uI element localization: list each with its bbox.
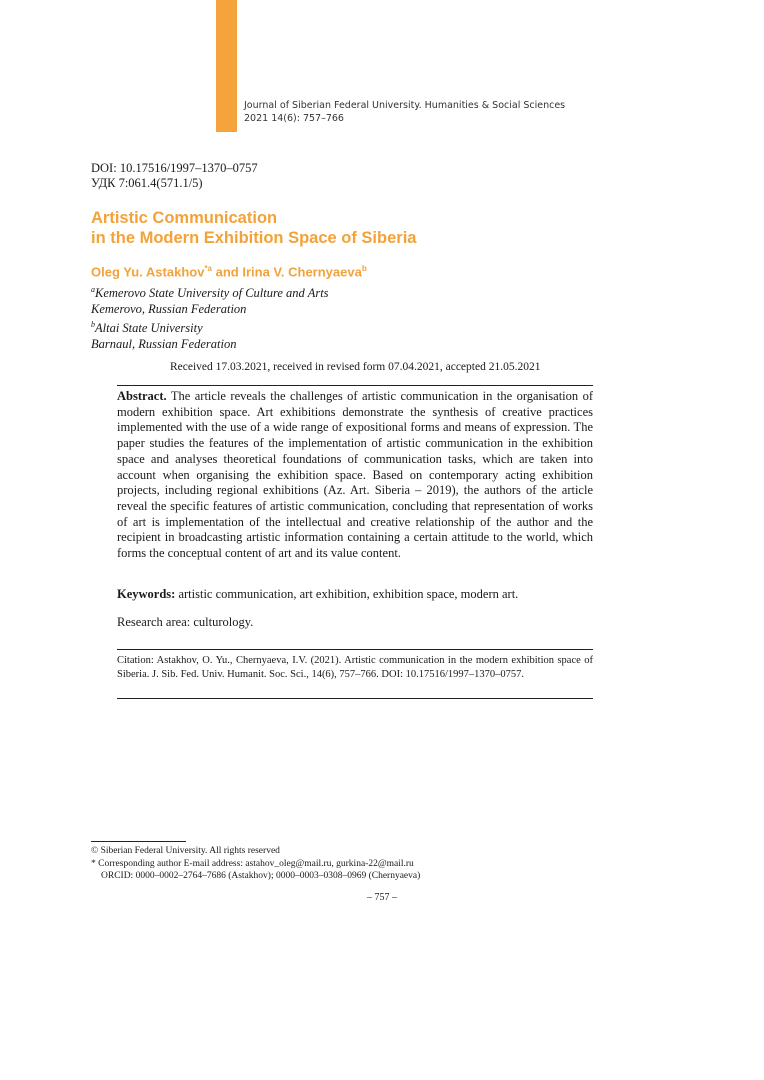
citation-top-rule: [117, 649, 593, 650]
authors: [91, 264, 367, 279]
citation: Citation: Astakhov, O. Yu., Chernyaeva, I.V. (2021). Artistic communication in the modern exhibition space of Siberia. J. Sib. Fed. Univ. Humanit. Soc. Sci., 14(6), 757–766. DOI: 10.17516/1997–1370–0757.: [117, 655, 593, 680]
journal-name: Journal of Siberian Federal University. Humanities & Social Sciences: [244, 100, 566, 111]
udk: УДК 7:061.4(571.1/5): [91, 176, 203, 190]
abstract: [117, 389, 593, 562]
doi[interactable]: DOI: 10.17516/1997–1370–0757: [91, 161, 258, 175]
page-number: – 757 –: [367, 892, 397, 903]
keywords-text: artistic communication, art exhibition, exhibition space, modern art.: [175, 587, 519, 601]
keywords-label: Keywords:: [117, 587, 176, 601]
research-area: Research area: culturology.: [117, 615, 254, 629]
footnote-rule: [91, 841, 186, 842]
corresponding-author: * Corresponding author E-mail address: astahov_oleg@mail.ru, gurkina-22@mail.ru: [91, 858, 414, 869]
footnotes: [91, 845, 420, 883]
citation-bottom-rule: [117, 698, 593, 699]
author-1: Oleg Yu. Astakhov: [91, 264, 205, 280]
abstract-label: Abstract.: [117, 389, 167, 403]
affil-a-city: Kemerovo, Russian Federation: [91, 302, 247, 317]
affil-a-org: Kemerovo State University of Culture and Arts: [95, 286, 329, 301]
received-dates: Received 17.03.2021, received in revised form 07.04.2021, accepted 21.05.2021: [170, 361, 541, 373]
affil-b-org: Altai State University: [95, 321, 203, 336]
author-1-sup: *a: [204, 264, 212, 273]
orcid: ORCID: 0000–0002–2764–7686 (Astakhov); 0000–0003–0308–0969 (Chernyaeva): [101, 871, 421, 881]
author-2: Irina V. Chernyaeva: [242, 264, 362, 280]
title-line-1: Artistic Communication: [91, 209, 278, 227]
journal-header: [244, 99, 565, 125]
affil-a-sup: a: [91, 285, 95, 294]
keywords: [117, 587, 593, 603]
abstract-top-rule: [117, 385, 593, 386]
affiliations: [91, 282, 329, 352]
journal-issue: 2021 14(6): 757–766: [244, 113, 344, 124]
doi-block: [91, 161, 258, 191]
affil-b-sup: b: [91, 320, 95, 330]
affil-b-city: Barnaul, Russian Federation: [91, 337, 237, 352]
author-2-sup: b: [361, 264, 367, 273]
header-accent-bar: [216, 0, 237, 132]
authors-and: and: [212, 264, 243, 280]
title-line-2: in the Modern Exhibition Space of Siberia: [91, 229, 417, 247]
copyright: © Siberian Federal University. All rights reserved: [91, 846, 280, 856]
paper-title: [91, 208, 416, 248]
abstract-text: The article reveals the challenges of artistic communication in the organisation of modern exhibition space. Art exhibitions demonstrate the synthesis of creative practices implemented with the use of a wide range of expositional forms and means of expression. The paper studies the features of the implementation of artistic communication in the exhibition space and analyses theoretical foundations of communication tasks, which are taken into account when organising the exhibition space. Based on contemporary acting exhibition projects, including regional exhibitions (Az. Art. Siberia – 2019), the authors of the article reveal the specific features of artistic communication, concluding that representation of works of art is implementation of the intellectual and creative relationship of the author and the recipient in broadcasting artistic information containing a certain attitude to the world, which forms the conceptual content of art and its value content.: [117, 389, 593, 561]
